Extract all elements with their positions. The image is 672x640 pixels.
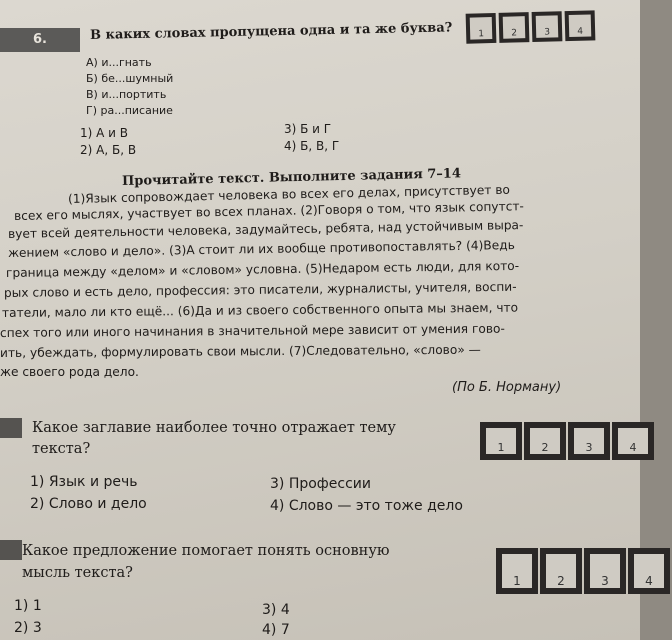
text-author: (По Б. Норману) [452, 380, 562, 395]
question-8-answer-boxes[interactable] [496, 548, 672, 594]
text-line: татели, мало ли кто ещё... (6)Да и из своего собственного опыта мы знаем, что [1, 300, 519, 320]
question-6-number: 6. [0, 28, 80, 52]
question-8-text-line2: мысль текста? [22, 565, 133, 581]
text-line: спех того или иного начинания в значительной мере зависит от умения гово- [0, 321, 505, 340]
question-8-text-line1: Какое предложение помогает понять основную [22, 543, 390, 559]
q6-answer-3: 3) Б и Г [284, 122, 332, 136]
answer-box-2[interactable]: 2 [540, 548, 582, 594]
answer-box-4[interactable]: 4 [565, 10, 596, 41]
question-6-answer-boxes[interactable] [466, 10, 599, 43]
q6-option-d: Г) ра...писание [86, 104, 173, 117]
q6-option-b: Б) бе...шумный [86, 72, 174, 85]
answer-box-2[interactable]: 2 [524, 422, 566, 460]
question-7-text-line1: Какое заглавие наиболее точно отражает тему [32, 420, 396, 436]
reading-title: Прочитайте текст. Выполните задания 7–14 [121, 166, 462, 189]
question-6-text: В каких словах пропущена одна и та же буква? [89, 20, 453, 43]
q7-answer-3: 3) Профессии [270, 476, 371, 492]
q7-answer-1: 1) Язык и речь [30, 474, 138, 490]
text-line: граница между «делом» и «словом» условна. (5)Недаром есть люди, для кото- [5, 258, 520, 280]
q6-answer-4: 4) Б, В, Г [284, 139, 340, 153]
q6-answer-1: 1) А и В [80, 126, 128, 140]
q8-answer-2: 2) 3 [14, 620, 42, 636]
text-line: всех его мыслях, участвует во всех планах. (2)Говоря о том, что язык сопутст- [13, 199, 524, 223]
q7-answer-4: 4) Слово — это тоже дело [270, 498, 463, 514]
text-line: же своего рода дело. [0, 365, 139, 379]
text-line: вует всей деятельности человека, задумайтесь, ребята, над устойчивым выра- [7, 218, 524, 241]
answer-box-3[interactable]: 3 [532, 11, 563, 42]
text-line: (1)Язык сопровождает человека во всех его делах, присутствует во [67, 182, 511, 206]
q6-answer-2: 2) А, Б, В [80, 143, 137, 157]
question-7-number-tab [0, 418, 22, 438]
q8-answer-3: 3) 4 [262, 602, 290, 618]
answer-box-3[interactable]: 3 [568, 422, 610, 460]
q7-answer-2: 2) Слово и дело [30, 496, 147, 512]
answer-box-2[interactable]: 2 [499, 12, 530, 43]
q8-answer-4: 4) 7 [262, 622, 290, 638]
text-line: рых слово и есть дело, профессия: это писатели, журналисты, учителя, воспи- [3, 279, 517, 300]
answer-box-4[interactable]: 4 [628, 548, 670, 594]
q6-option-c: В) и...портить [86, 88, 167, 101]
answer-box-1[interactable]: 1 [480, 422, 522, 460]
text-line: жением «слово и дело». (3)А стоит ли их вообще противопоставлять? (4)Ведь [7, 238, 515, 260]
answer-box-3[interactable]: 3 [584, 548, 626, 594]
question-7-answer-boxes[interactable] [480, 422, 656, 460]
answer-box-4[interactable]: 4 [612, 422, 654, 460]
text-line: ить, убеждать, формулировать свои мысли. (7)Следовательно, «слово» — [0, 342, 481, 360]
answer-box-1[interactable]: 1 [496, 548, 538, 594]
q6-option-a: А) и...гнать [86, 56, 152, 69]
q8-answer-1: 1) 1 [14, 598, 42, 614]
question-8-number-tab [0, 540, 22, 560]
answer-box-1[interactable]: 1 [466, 13, 497, 44]
question-7-text-line2: текста? [32, 441, 91, 457]
